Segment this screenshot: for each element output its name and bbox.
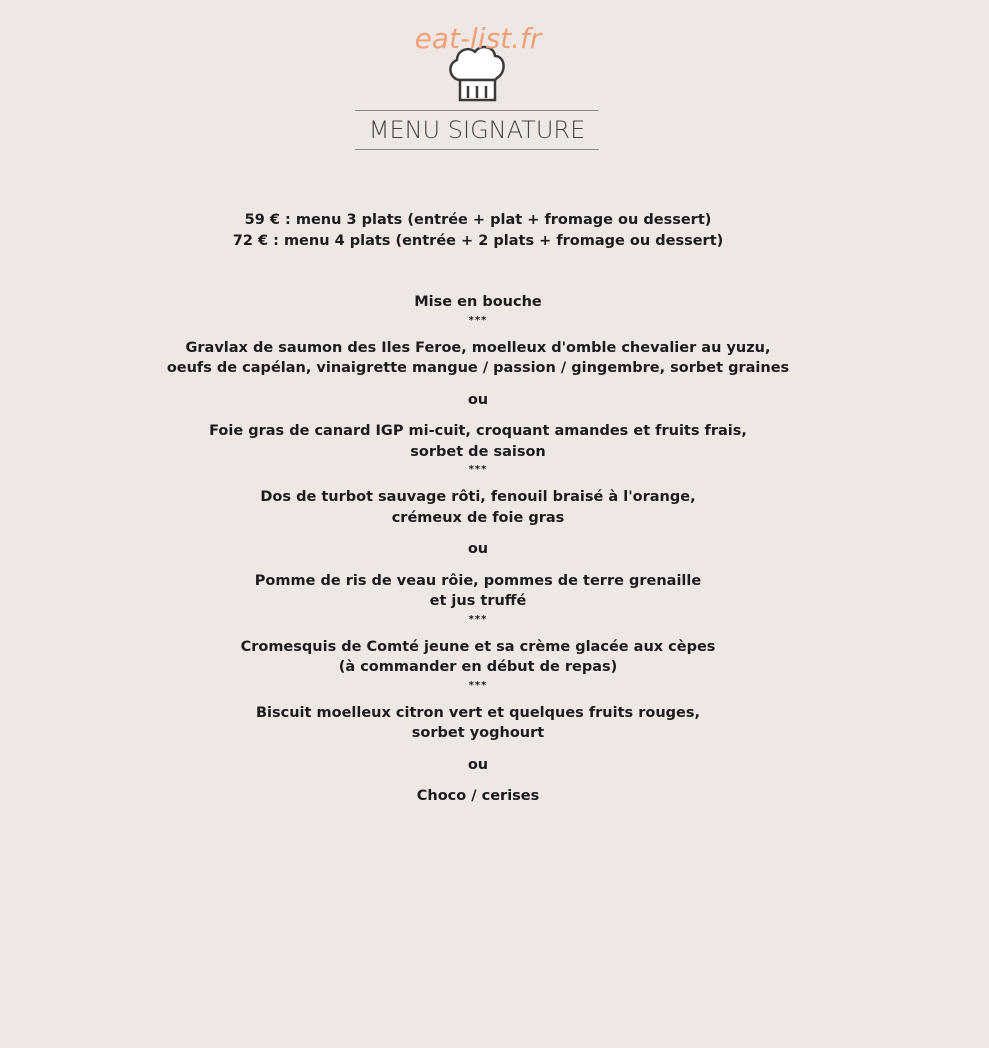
or-divider: ou (467, 391, 489, 408)
or-divider: ou (467, 756, 489, 773)
starter-2-line-1: Foie gras de canard IGP mi-cuit, croquant amandes et fruits frais, (209, 423, 747, 439)
dessert-2: Choco / cerises (416, 788, 540, 804)
separator: *** (468, 679, 488, 691)
main-2-line-1: Pomme de ris de veau rôie, pommes de terre grenaille (254, 572, 702, 589)
dessert-1-line-2: sorbet yoghourt (411, 725, 545, 741)
separator: *** (468, 464, 488, 475)
starter-2-line-2: sorbet de saison (410, 443, 546, 460)
main-1-line-2: crémeux de foie gras (391, 509, 565, 526)
main-1-line-1: Dos de turbot sauvage rôti, fenouil braisé à l'orange, (260, 489, 696, 505)
separator: *** (468, 613, 488, 625)
main-2-line-2: et jus truffé (429, 593, 527, 609)
menu-content (0, 210, 956, 807)
amuse-bouche: Mise en bouche (414, 294, 542, 310)
starter-1-line-1: Gravlax de saumon des Iles Feroe, moelleux d'omble chevalier au yuzu, (185, 339, 771, 356)
menu-header (0, 0, 989, 160)
menu-title: MENU SIGNATURE (355, 110, 599, 150)
separator: *** (468, 314, 488, 326)
or-divider: ou (467, 541, 489, 557)
cheese-line-2: (à commander en début de repas) (338, 659, 618, 675)
price-line-4-courses: 72 € : menu 4 plats (entrée + 2 plats + fromage ou dessert) (232, 232, 724, 249)
dessert-1-line-1: Biscuit moelleux citron vert et quelques fruits rouges, (255, 704, 700, 721)
price-line-3-courses: 59 € : menu 3 plats (entrée + plat + fromage ou dessert) (244, 212, 712, 228)
cheese-line-1: Cromesquis de Comté jeune et sa crème glacée aux cèpes (240, 638, 716, 655)
starter-1-line-2: oeufs de capélan, vinaigrette mangue / passion / gingembre, sorbet graines (166, 360, 790, 376)
watermark-text: eat-list.fr (414, 22, 542, 55)
